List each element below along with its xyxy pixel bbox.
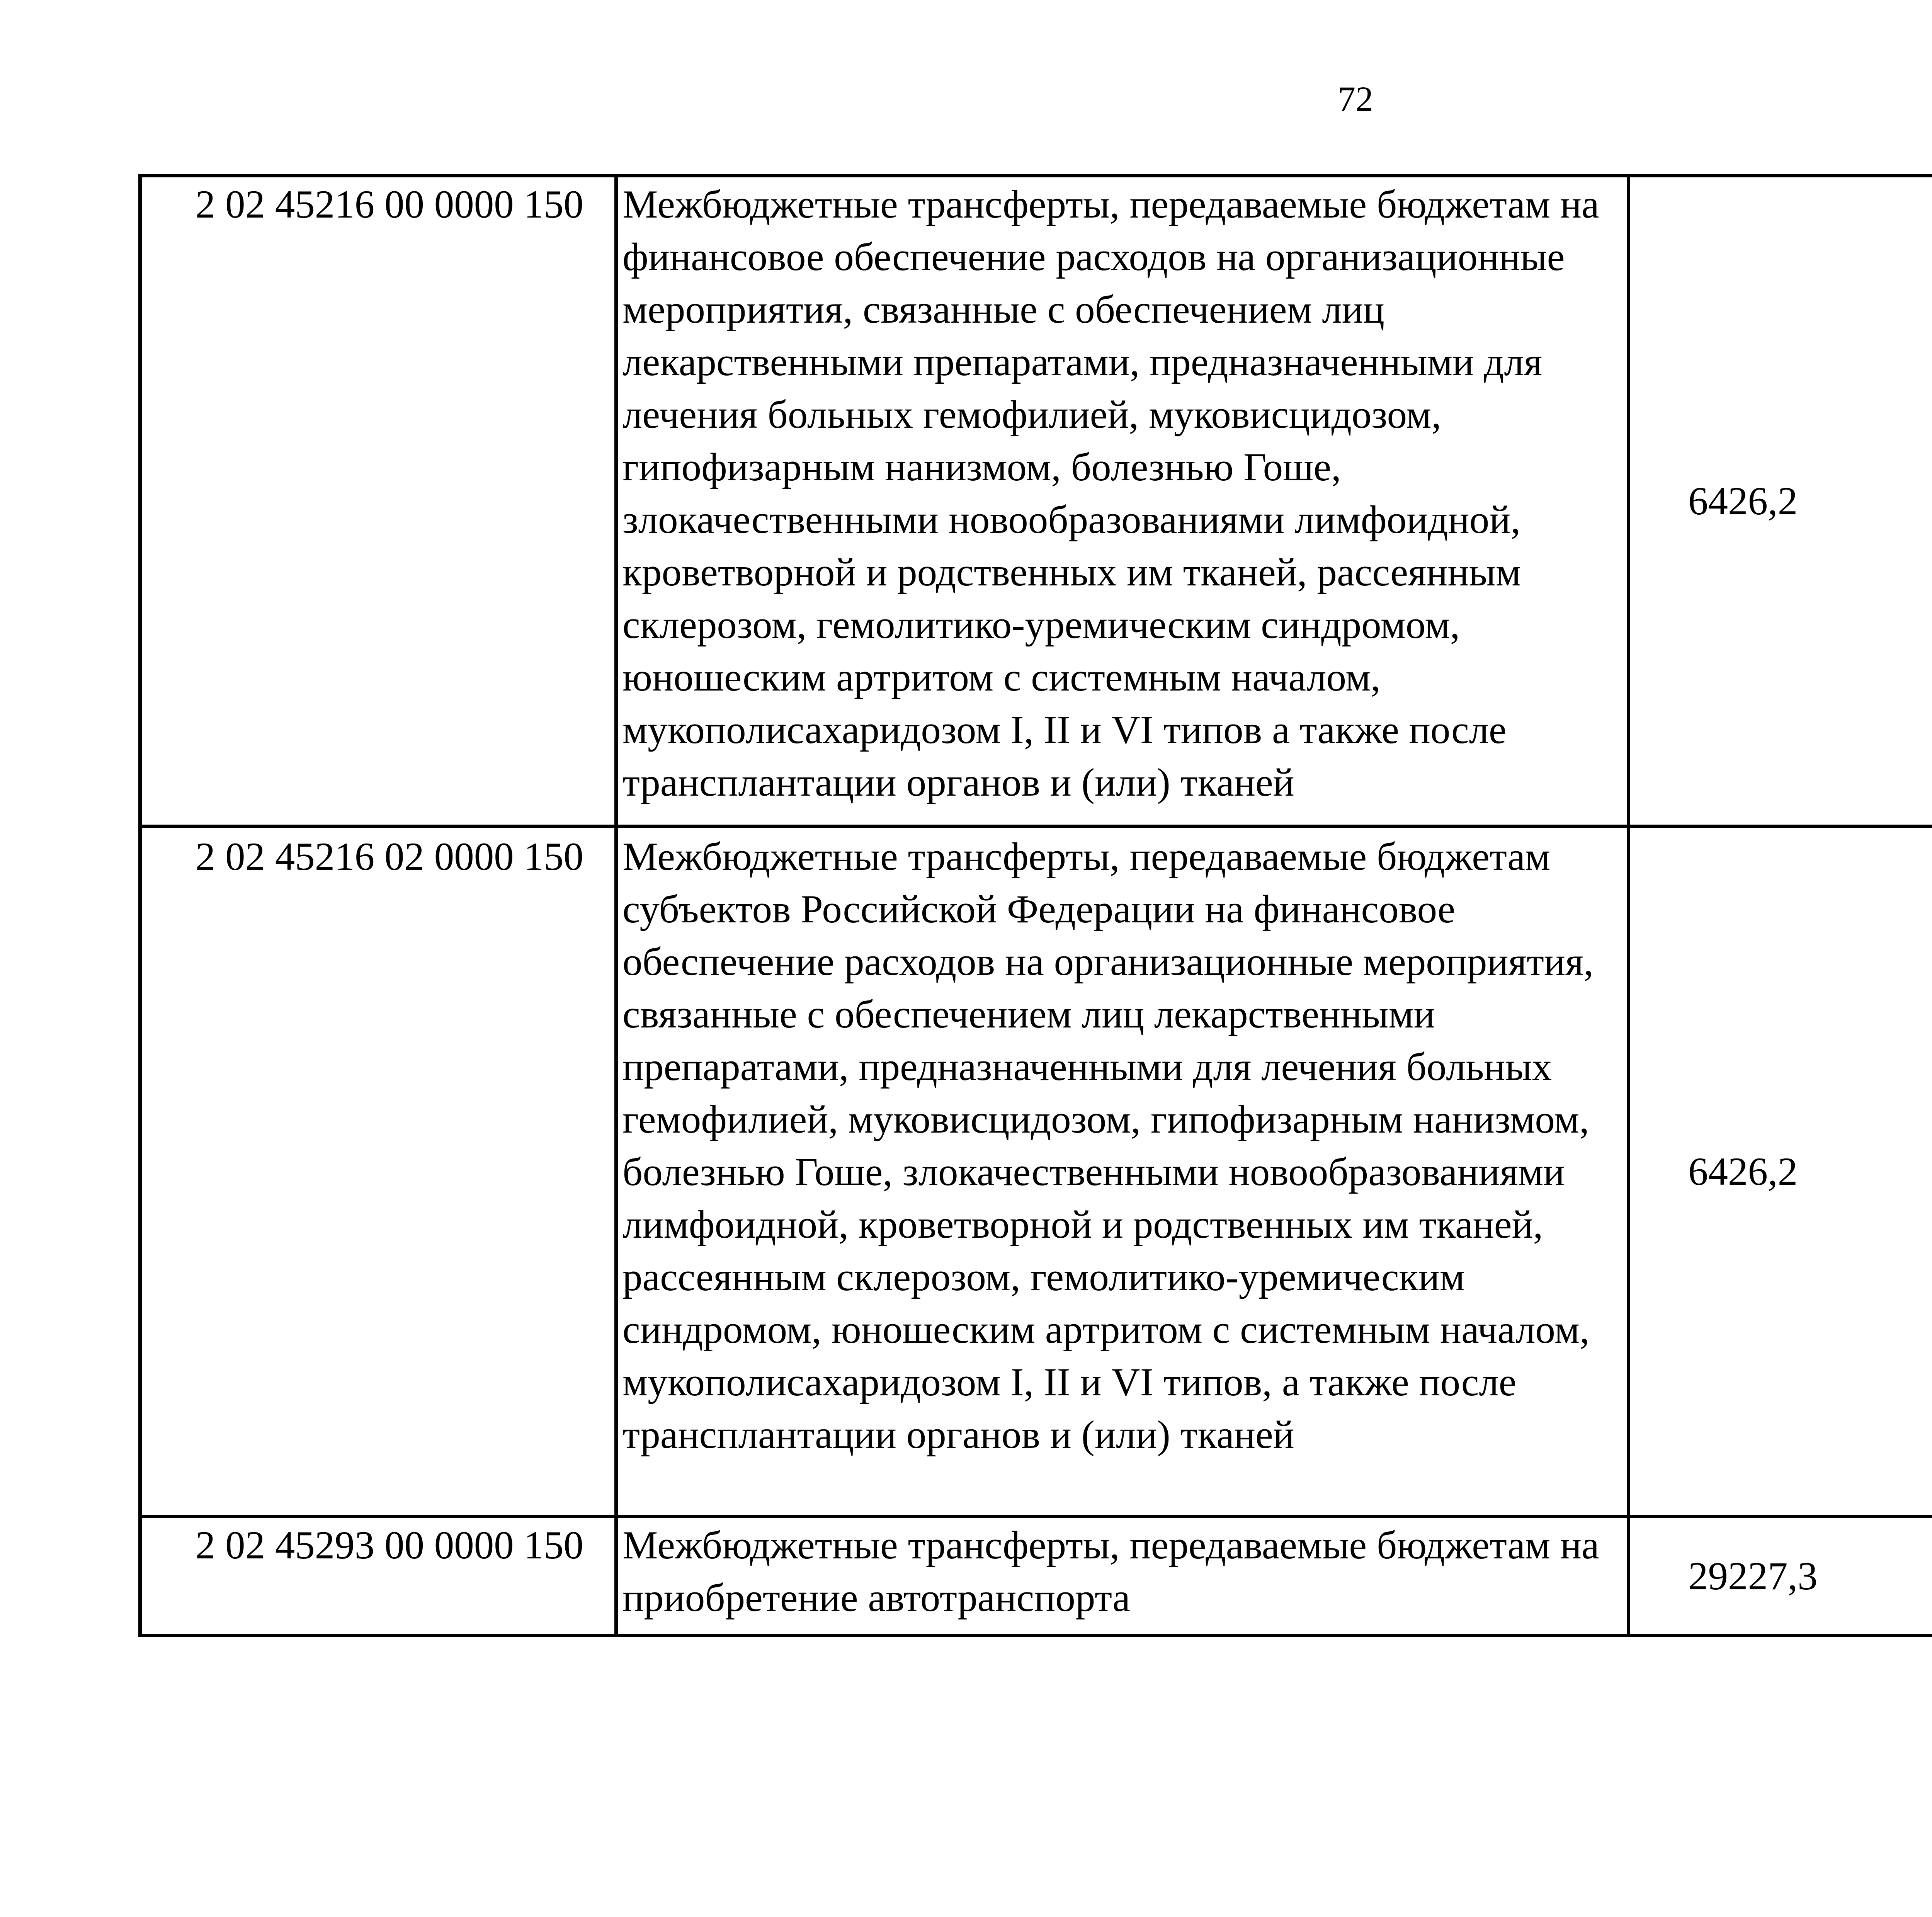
page-number: 72	[1338, 79, 1373, 119]
value-cell-1: 6426,2	[1629, 827, 1932, 1517]
budget-code-cell: 2 02 45293 00 0000 150	[140, 1517, 616, 1636]
description-cell: Межбюджетные трансферты, передаваемые бюджетам на приобретение автотранспорта	[616, 1517, 1629, 1636]
budget-code-cell: 2 02 45216 00 0000 150	[140, 176, 616, 827]
table-row	[140, 176, 1932, 827]
value-cell-1: 29227,3	[1629, 1517, 1932, 1636]
table-row	[140, 827, 1932, 1517]
table-row	[140, 1517, 1932, 1636]
value-cell-1: 6426,2	[1629, 176, 1932, 827]
description-cell: Межбюджетные трансферты, передаваемые бюджетам на финансовое обеспечение расходов на организационные мероприятия, связанные с обеспечением лиц лекарственными препаратами, предназначенными для лечения больных гемофилией, муковисцидозом, гипофизарным нанизмом, болезнью Гоше, злокачественными новообразованиями лимфоидной, кроветворной и родственных им тканей, рассеянным склерозом, гемолитико-уремическим синдромом, юношеским артритом с системным началом, мукополисахаридозом I, II и VI типов а также после трансплантации органов и (или) тканей	[616, 176, 1629, 827]
budget-table	[138, 174, 1932, 1637]
description-cell: Межбюджетные трансферты, передаваемые бюджетам субъектов Российской Федерации на финансовое обеспечение расходов на организационные мероприятия, связанные с обеспечением лиц лекарственными препаратами, предназначенными для лечения больных гемофилией, муковисцидозом, гипофизарным нанизмом, болезнью Гоше, злокачественными новообразованиями лимфоидной, кроветворной и родственных им тканей, рассеянным склерозом, гемолитико-уремическим синдромом, юношеским артритом с системным началом, мукополисахаридозом I, II и VI типов, а также после трансплантации органов и (или) тканей	[616, 827, 1629, 1517]
budget-code-cell: 2 02 45216 02 0000 150	[140, 827, 616, 1517]
